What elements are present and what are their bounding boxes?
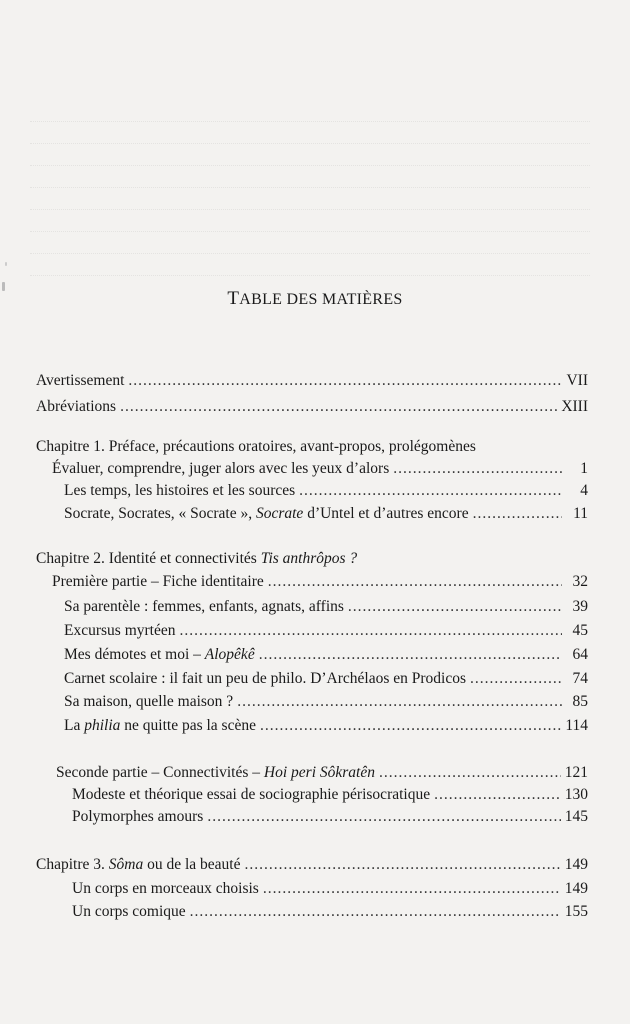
toc-page-number: XIII [561,398,588,415]
dot-leader [470,670,562,688]
toc-label: Un corps comique [72,903,186,920]
dot-leader [299,482,562,500]
toc-label [64,717,256,735]
toc-page-number: 64 [572,646,588,663]
toc-page-number: 145 [564,808,588,825]
chapter-2-heading[interactable] [36,550,357,568]
toc-label-part: Socrate, Socrates, « Socrate », [64,505,256,522]
toc-label: Un corps en morceaux choisis [72,880,259,897]
chapter-1-heading[interactable]: Chapitre 1. Préface, précautions oratoires, avant-propos, prolégomènes [36,438,476,455]
toc-page-number: 74 [572,670,588,687]
toc-label-italic: Sôma [108,856,144,873]
dot-leader [434,786,561,804]
dot-leader [268,573,562,591]
toc-label: Polymorphes amours [72,808,204,825]
toc-entry[interactable] [64,693,588,711]
toc-entry[interactable] [64,717,588,735]
toc-label: Les temps, les histoires et les sources [64,482,296,499]
dot-leader [237,693,562,711]
toc-page-number: 130 [564,786,588,803]
toc-label: Sa parentèle : femmes, enfants, agnats, affins [64,598,344,615]
toc-label [64,505,469,523]
page-title [0,288,630,310]
title-rest: ABLE DES MATIÈRES [239,291,403,308]
toc-entry-avertissement[interactable] [36,372,588,390]
toc-entry[interactable] [72,880,588,898]
toc-entry[interactable] [72,786,588,804]
toc-page-number: VII [566,372,588,389]
toc-label: Modeste et théorique essai de sociographie périsocratique [72,786,431,803]
toc-entry[interactable] [64,598,588,616]
dot-leader [379,764,561,782]
dot-leader [120,398,557,416]
toc-label-italic: philia [84,717,121,734]
toc-label-part: ne quitte pas la scène [120,717,256,734]
dot-leader [244,856,560,874]
dot-leader [263,880,561,898]
toc-entry-abreviations[interactable] [36,398,588,416]
toc-label: Sa maison, quelle maison ? [64,693,234,710]
toc-label-italic: Socrate [255,505,304,522]
dot-leader [473,505,562,523]
dot-leader [190,903,561,921]
toc-label-part: Chapitre 3. [36,856,109,873]
paper-speck [5,262,7,266]
toc-label: Abréviations [36,398,117,415]
toc-entry-part-1[interactable] [52,573,588,591]
toc-page-number: 149 [564,880,588,897]
toc-label: Première partie – Fiche identitaire [52,573,264,590]
toc-page-number: 121 [564,764,588,781]
toc-page-number: 114 [565,717,588,734]
toc-label-part: d’Untel et d’autres encore [303,505,469,522]
chapter-3-heading[interactable] [36,856,588,874]
dot-leader [128,372,562,390]
toc-label-part: La [64,717,85,734]
toc-entry[interactable] [64,622,588,640]
toc-label-part: Mes démotes et moi – [64,646,205,663]
toc-page-number: 85 [572,693,588,710]
toc-label-part: Seconde partie – Connectivités – [56,764,264,781]
toc-page-number: 149 [564,856,588,873]
toc-label [56,764,375,782]
toc-label: Évaluer, comprendre, juger alors avec les yeux d’alors [52,460,390,477]
toc-page-number: 11 [573,505,588,522]
toc-label: Avertissement [36,372,125,389]
toc-label: Excursus myrtéen [64,622,176,639]
toc-label: Carnet scolaire : il fait un peu de philo. D’Archélaos en Prodicos [64,670,467,687]
toc-entry[interactable] [72,808,588,826]
toc-label-part: ou de la beauté [143,856,241,873]
toc-entry[interactable] [64,482,588,500]
toc-page-number: 45 [572,622,588,639]
toc-page-number: 1 [580,460,588,477]
dot-leader [348,598,562,616]
dot-leader [259,646,562,664]
toc-entry-part-2[interactable] [56,764,588,782]
toc-entry[interactable] [64,670,588,688]
heading-part: Chapitre 2. Identité et connectivités [36,550,261,567]
toc-label-italic: Hoi peri Sôkratên [263,764,375,781]
toc-page-number: 39 [572,598,588,615]
dot-leader [260,717,561,735]
dot-leader [179,622,562,640]
toc-page-number: 32 [572,573,588,590]
toc-label-italic: Alopêkê [204,646,255,663]
toc-entry[interactable] [64,646,588,664]
toc-entry[interactable] [52,460,588,478]
toc-label [36,856,240,874]
toc-page-number: 155 [564,903,588,920]
toc-entry[interactable] [64,505,588,523]
heading-italic: Tis anthrôpos ? [260,550,358,567]
title-initial: T [227,288,240,309]
dot-leader [393,460,562,478]
dot-leader [207,808,560,826]
toc-page-number: 4 [580,482,588,499]
toc-label [64,646,255,664]
toc-entry[interactable] [72,903,588,921]
